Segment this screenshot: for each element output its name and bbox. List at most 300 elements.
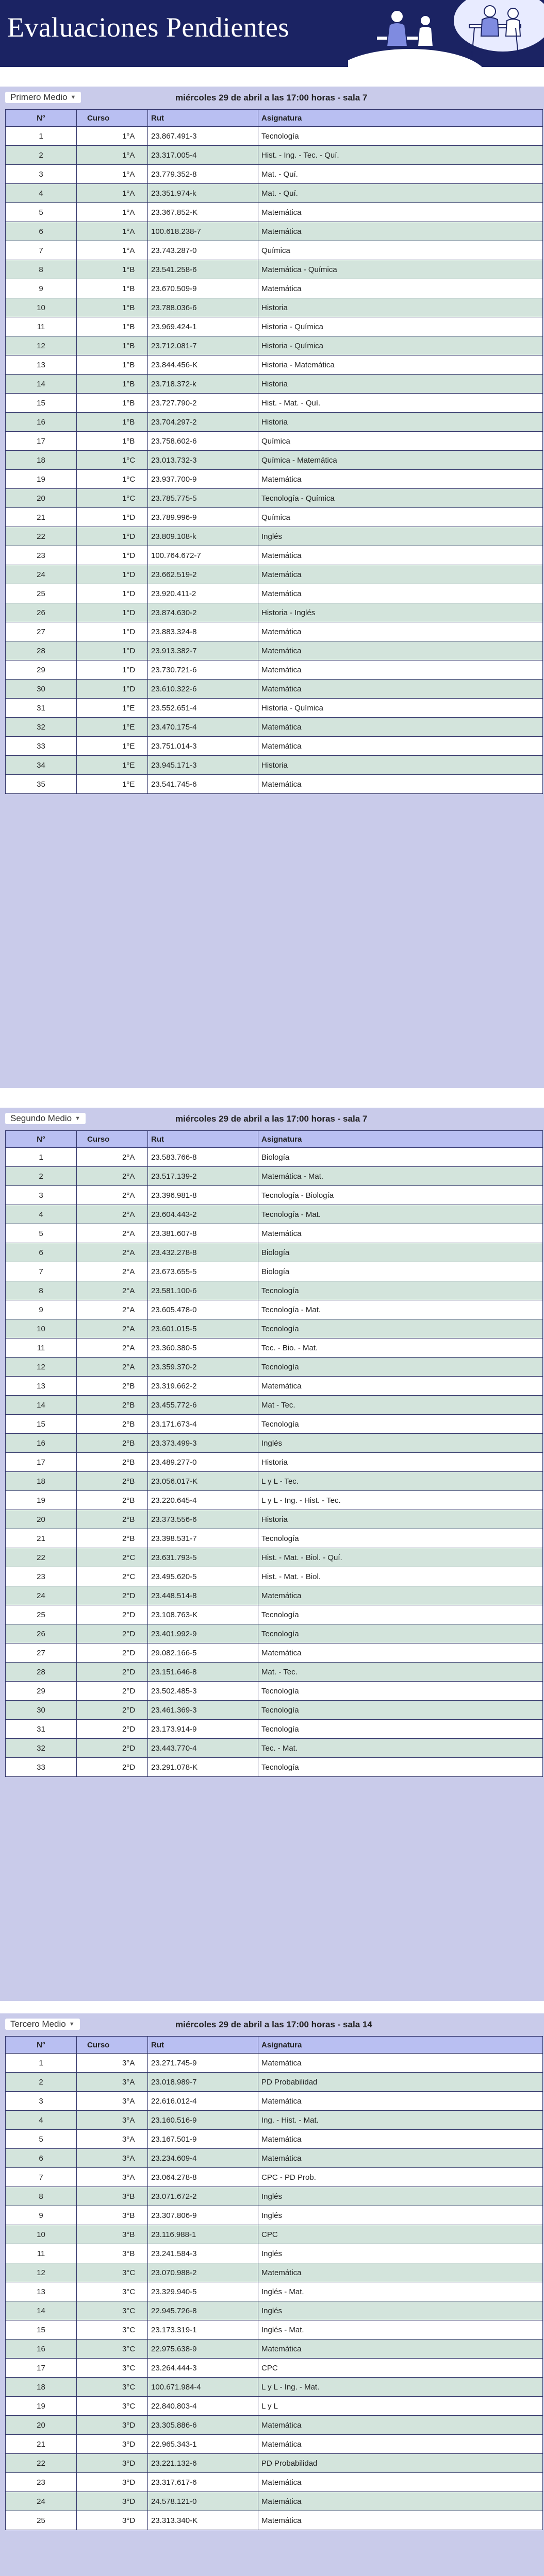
table-row <box>6 2359 543 2378</box>
course-cell: 3°A <box>77 2054 148 2073</box>
subject-cell: CPC <box>258 2225 543 2244</box>
subject-cell: Tecnología <box>258 1682 543 1701</box>
table-row <box>6 432 543 451</box>
rut-cell: 23.502.485-3 <box>148 1682 258 1701</box>
row-number: 4 <box>6 1205 77 1224</box>
row-number: 17 <box>6 2359 77 2378</box>
rut-cell: 23.367.852-K <box>148 203 258 222</box>
course-cell: 3°C <box>77 2301 148 2320</box>
course-cell: 1°B <box>77 298 148 317</box>
table-row <box>6 203 543 222</box>
course-cell: 2°B <box>77 1377 148 1396</box>
row-number: 21 <box>6 1529 77 1548</box>
table-row <box>6 279 543 298</box>
subject-cell: Tecnología <box>258 127 543 146</box>
rut-cell: 23.874.630-2 <box>148 603 258 622</box>
subject-cell: Matemática <box>258 470 543 489</box>
row-number: 13 <box>6 1377 77 1396</box>
table-row <box>6 2340 543 2359</box>
course-cell: 1°B <box>77 394 148 413</box>
row-number: 25 <box>6 2511 77 2530</box>
rut-cell: 23.461.369-3 <box>148 1701 258 1720</box>
row-number: 19 <box>6 2397 77 2416</box>
page-title: Evaluaciones Pendientes <box>7 12 289 43</box>
row-number: 22 <box>6 1548 77 1567</box>
course-cell: 1°D <box>77 603 148 622</box>
subject-cell: Tecnología <box>258 1624 543 1643</box>
rut-cell: 23.373.556-6 <box>148 1510 258 1529</box>
course-cell: 3°A <box>77 2149 148 2168</box>
table-row <box>6 470 543 489</box>
course-cell: 3°C <box>77 2282 148 2301</box>
course-cell: 3°D <box>77 2416 148 2435</box>
course-cell: 1°D <box>77 641 148 660</box>
row-number: 28 <box>6 1663 77 1682</box>
subject-cell: L y L - Ing. - Mat. <box>258 2378 543 2397</box>
row-number: 6 <box>6 222 77 241</box>
subject-cell: Matemática <box>258 2492 543 2511</box>
row-number: 20 <box>6 2416 77 2435</box>
rut-cell: 23.718.372-k <box>148 375 258 394</box>
table-row <box>6 2263 543 2282</box>
row-number: 23 <box>6 2473 77 2492</box>
rut-cell: 23.913.382-7 <box>148 641 258 660</box>
subject-cell: CPC <box>258 2359 543 2378</box>
table-row <box>6 375 543 394</box>
subject-cell: Hist. - Mat. - Biol. <box>258 1567 543 1586</box>
table-row <box>6 1415 543 1434</box>
rut-cell: 23.241.584-3 <box>148 2244 258 2263</box>
course-cell: 2°B <box>77 1529 148 1548</box>
rut-cell: 23.220.645-4 <box>148 1491 258 1510</box>
rut-cell: 23.171.673-4 <box>148 1415 258 1434</box>
course-cell: 3°D <box>77 2435 148 2454</box>
rut-cell: 23.167.501-9 <box>148 2130 258 2149</box>
section-tab-tercero-medio[interactable] <box>5 2019 80 2030</box>
row-number: 15 <box>6 2320 77 2340</box>
course-cell: 2°D <box>77 1701 148 1720</box>
course-cell: 2°A <box>77 1262 148 1281</box>
course-cell: 1°D <box>77 508 148 527</box>
table-row <box>6 2168 543 2187</box>
table-row <box>6 584 543 603</box>
course-cell: 1°D <box>77 527 148 546</box>
exam-date-title: miércoles 29 de abril a las 17:00 horas - sala 7 <box>175 93 368 103</box>
course-cell: 1°B <box>77 355 148 375</box>
rut-cell: 23.541.745-6 <box>148 775 258 794</box>
subject-cell: Hist. - Ing. - Tec. - Quí. <box>258 146 543 165</box>
rut-cell: 23.381.607-8 <box>148 1224 258 1243</box>
course-cell: 3°A <box>77 2130 148 2149</box>
table-row <box>6 336 543 355</box>
subject-cell: PD Probabilidad <box>258 2073 543 2092</box>
course-cell: 1°D <box>77 622 148 641</box>
subject-cell: Ing. - Hist. - Mat. <box>258 2111 543 2130</box>
subject-cell: Matemática - Química <box>258 260 543 279</box>
course-cell: 3°D <box>77 2511 148 2530</box>
row-number: 13 <box>6 2282 77 2301</box>
row-number: 11 <box>6 2244 77 2263</box>
rut-cell: 23.056.017-K <box>148 1472 258 1491</box>
table-row <box>6 1434 543 1453</box>
subject-cell: Tecnología <box>258 1415 543 1434</box>
subject-cell: Inglés <box>258 2244 543 2263</box>
course-cell: 1°A <box>77 146 148 165</box>
chevron-down-icon: ▼ <box>70 94 76 100</box>
course-cell: 1°E <box>77 775 148 794</box>
course-cell: 1°E <box>77 699 148 718</box>
row-number: 19 <box>6 1491 77 1510</box>
students-table <box>5 109 543 794</box>
row-number: 22 <box>6 2454 77 2473</box>
course-cell: 1°B <box>77 336 148 355</box>
chevron-down-icon: ▼ <box>69 2021 75 2027</box>
column-header-n: N° <box>6 110 77 127</box>
rut-cell: 23.351.974-k <box>148 184 258 203</box>
subject-cell: Matemática <box>258 1377 543 1396</box>
rut-cell: 23.670.509-9 <box>148 279 258 298</box>
table-row <box>6 2149 543 2168</box>
rut-cell: 23.234.609-4 <box>148 2149 258 2168</box>
table-row <box>6 2320 543 2340</box>
subject-cell: Tecnología - Biología <box>258 1186 543 1205</box>
table-row <box>6 222 543 241</box>
subject-cell: PD Probabilidad <box>258 2454 543 2473</box>
rut-cell: 23.151.646-8 <box>148 1663 258 1682</box>
table-row <box>6 603 543 622</box>
subject-cell: Matemática <box>258 660 543 680</box>
row-number: 32 <box>6 1739 77 1758</box>
rut-cell: 23.070.988-2 <box>148 2263 258 2282</box>
table-row <box>6 2397 543 2416</box>
page-header <box>0 0 544 67</box>
row-number: 23 <box>6 546 77 565</box>
subject-cell: Matemática <box>258 2130 543 2149</box>
subject-cell: Mat. - Quí. <box>258 165 543 184</box>
rut-cell: 22.616.012-4 <box>148 2092 258 2111</box>
table-row <box>6 146 543 165</box>
course-cell: 1°C <box>77 489 148 508</box>
course-cell: 2°A <box>77 1224 148 1243</box>
table-row <box>6 1720 543 1739</box>
section-segundo-medio <box>0 1108 544 2001</box>
rut-cell: 23.396.981-8 <box>148 1186 258 1205</box>
table-row <box>6 2225 543 2244</box>
row-number: 7 <box>6 2168 77 2187</box>
rut-cell: 23.108.763-K <box>148 1605 258 1624</box>
course-cell: 2°C <box>77 1567 148 1586</box>
rut-cell: 23.581.100-6 <box>148 1281 258 1300</box>
table-row <box>6 680 543 699</box>
row-number: 10 <box>6 2225 77 2244</box>
rut-cell: 23.221.132-6 <box>148 2454 258 2473</box>
subject-cell: Matemática - Mat. <box>258 1167 543 1186</box>
rut-cell: 22.975.638-9 <box>148 2340 258 2359</box>
course-cell: 1°A <box>77 241 148 260</box>
rut-cell: 23.779.352-8 <box>148 165 258 184</box>
subject-cell: Historia <box>258 298 543 317</box>
rut-cell: 23.610.322-6 <box>148 680 258 699</box>
table-row <box>6 756 543 775</box>
rut-cell: 23.969.424-1 <box>148 317 258 336</box>
row-number: 16 <box>6 413 77 432</box>
subject-cell: Matemática <box>258 1643 543 1663</box>
rut-cell: 23.785.775-5 <box>148 489 258 508</box>
row-number: 31 <box>6 699 77 718</box>
rut-cell: 23.443.770-4 <box>148 1739 258 1758</box>
rut-cell: 23.495.620-5 <box>148 1567 258 1586</box>
rut-cell: 23.789.996-9 <box>148 508 258 527</box>
table-row <box>6 1243 543 1262</box>
exam-date-title: miércoles 29 de abril a las 17:00 horas - sala 7 <box>175 1114 368 1124</box>
table-row <box>6 775 543 794</box>
course-cell: 2°B <box>77 1472 148 1491</box>
rut-cell: 23.631.793-5 <box>148 1548 258 1567</box>
table-row <box>6 165 543 184</box>
rut-cell: 23.271.745-9 <box>148 2054 258 2073</box>
tab-label: Segundo Medio <box>10 1113 72 1123</box>
row-number: 18 <box>6 1472 77 1491</box>
row-number: 2 <box>6 146 77 165</box>
row-number: 34 <box>6 756 77 775</box>
table-row <box>6 241 543 260</box>
table-row <box>6 355 543 375</box>
table-row <box>6 1262 543 1281</box>
table-row <box>6 260 543 279</box>
table-row <box>6 1663 543 1682</box>
course-cell: 3°B <box>77 2187 148 2206</box>
course-cell: 1°E <box>77 737 148 756</box>
table-row <box>6 1701 543 1720</box>
row-number: 16 <box>6 2340 77 2359</box>
subject-cell: Matemática <box>258 203 543 222</box>
table-row <box>6 1338 543 1358</box>
subject-cell: Tecnología <box>258 1529 543 1548</box>
subject-cell: Matemática <box>258 565 543 584</box>
table-row <box>6 2111 543 2130</box>
table-row <box>6 2187 543 2206</box>
course-cell: 2°A <box>77 1205 148 1224</box>
table-row <box>6 1224 543 1243</box>
table-row <box>6 2473 543 2492</box>
course-cell: 3°D <box>77 2492 148 2511</box>
subject-cell: Inglés <box>258 2187 543 2206</box>
subject-cell: Hist. - Mat. - Quí. <box>258 394 543 413</box>
rut-cell: 23.788.036-6 <box>148 298 258 317</box>
table-row <box>6 1396 543 1415</box>
row-number: 8 <box>6 260 77 279</box>
row-number: 14 <box>6 2301 77 2320</box>
table-row <box>6 2416 543 2435</box>
subject-cell: Mat. - Quí. <box>258 184 543 203</box>
row-number: 2 <box>6 2073 77 2092</box>
row-number: 33 <box>6 737 77 756</box>
course-cell: 2°A <box>77 1167 148 1186</box>
subject-cell: Tecnología <box>258 1319 543 1338</box>
table-row <box>6 2435 543 2454</box>
rut-cell: 23.307.806-9 <box>148 2206 258 2225</box>
rut-cell: 23.432.278-8 <box>148 1243 258 1262</box>
course-cell: 3°C <box>77 2340 148 2359</box>
table-row <box>6 2492 543 2511</box>
table-row <box>6 2244 543 2263</box>
subject-cell: Matemática <box>258 584 543 603</box>
row-number: 10 <box>6 1319 77 1338</box>
table-row <box>6 2073 543 2092</box>
course-cell: 2°A <box>77 1300 148 1319</box>
row-number: 29 <box>6 660 77 680</box>
course-cell: 3°A <box>77 2111 148 2130</box>
course-cell: 3°A <box>77 2073 148 2092</box>
tab-label: Tercero Medio <box>10 2019 66 2029</box>
rut-cell: 23.173.319-1 <box>148 2320 258 2340</box>
subject-cell: L y L - Tec. <box>258 1472 543 1491</box>
course-cell: 1°D <box>77 546 148 565</box>
students-illustration <box>348 0 544 67</box>
subject-cell: Tecnología - Química <box>258 489 543 508</box>
course-cell: 3°B <box>77 2244 148 2263</box>
subject-cell: Matemática <box>258 2054 543 2073</box>
row-number: 24 <box>6 565 77 584</box>
course-cell: 1°B <box>77 260 148 279</box>
rut-cell: 23.583.766-8 <box>148 1148 258 1167</box>
course-cell: 1°D <box>77 565 148 584</box>
subject-cell: Historia - Química <box>258 336 543 355</box>
row-number: 17 <box>6 1453 77 1472</box>
row-number: 7 <box>6 1262 77 1281</box>
course-cell: 1°C <box>77 470 148 489</box>
course-cell: 1°A <box>77 222 148 241</box>
rut-cell: 23.751.014-3 <box>148 737 258 756</box>
subject-cell: Inglés <box>258 2206 543 2225</box>
section-tab-segundo-medio[interactable] <box>5 1113 86 1124</box>
rut-cell: 23.013.732-3 <box>148 451 258 470</box>
subject-cell: Mat - Tec. <box>258 1396 543 1415</box>
section-tab-primero-medio[interactable] <box>5 92 81 103</box>
rut-cell: 23.360.380-5 <box>148 1338 258 1358</box>
row-number: 1 <box>6 2054 77 2073</box>
row-number: 18 <box>6 2378 77 2397</box>
row-number: 24 <box>6 2492 77 2511</box>
table-row <box>6 317 543 336</box>
table-row <box>6 508 543 527</box>
course-cell: 3°B <box>77 2206 148 2225</box>
column-header-curso: Curso <box>77 110 148 127</box>
table-row <box>6 1319 543 1338</box>
row-number: 9 <box>6 2206 77 2225</box>
rut-cell: 23.071.672-2 <box>148 2187 258 2206</box>
table-row <box>6 1643 543 1663</box>
rut-cell: 23.398.531-7 <box>148 1529 258 1548</box>
table-row <box>6 1491 543 1510</box>
row-number: 20 <box>6 1510 77 1529</box>
rut-cell: 100.764.672-7 <box>148 546 258 565</box>
subject-cell: Historia - Inglés <box>258 603 543 622</box>
subject-cell: Tecnología <box>258 1758 543 1777</box>
course-cell: 1°A <box>77 165 148 184</box>
rut-cell: 23.455.772-6 <box>148 1396 258 1415</box>
rut-cell: 23.883.324-8 <box>148 622 258 641</box>
course-cell: 2°B <box>77 1453 148 1472</box>
table-row <box>6 718 543 737</box>
subject-cell: Historia <box>258 413 543 432</box>
rut-cell: 23.313.340-K <box>148 2511 258 2530</box>
subject-cell: Inglés <box>258 2301 543 2320</box>
subject-cell: Matemática <box>258 1586 543 1605</box>
table-header-row <box>6 2037 543 2054</box>
course-cell: 2°D <box>77 1739 148 1758</box>
column-header-n: N° <box>6 1131 77 1148</box>
rut-cell: 23.264.444-3 <box>148 2359 258 2378</box>
subject-cell: Matemática <box>258 2473 543 2492</box>
column-header-rut: Rut <box>148 1131 258 1148</box>
row-number: 35 <box>6 775 77 794</box>
course-cell: 2°A <box>77 1281 148 1300</box>
subject-cell: Matemática <box>258 2092 543 2111</box>
subject-cell: Matemática <box>258 775 543 794</box>
table-row <box>6 1758 543 1777</box>
row-number: 17 <box>6 432 77 451</box>
rut-cell: 23.673.655-5 <box>148 1262 258 1281</box>
rut-cell: 23.329.940-5 <box>148 2282 258 2301</box>
rut-cell: 23.064.278-8 <box>148 2168 258 2187</box>
row-number: 21 <box>6 2435 77 2454</box>
table-row <box>6 527 543 546</box>
rut-cell: 23.317.005-4 <box>148 146 258 165</box>
subject-cell: Química - Matemática <box>258 451 543 470</box>
row-number: 1 <box>6 127 77 146</box>
rut-cell: 22.965.343-1 <box>148 2435 258 2454</box>
course-cell: 2°B <box>77 1491 148 1510</box>
course-cell: 3°C <box>77 2320 148 2340</box>
rut-cell: 23.920.411-2 <box>148 584 258 603</box>
row-number: 32 <box>6 718 77 737</box>
row-number: 26 <box>6 1624 77 1643</box>
rut-cell: 23.291.078-K <box>148 1758 258 1777</box>
course-cell: 1°E <box>77 756 148 775</box>
subject-cell: Matemática <box>258 2435 543 2454</box>
rut-cell: 23.604.443-2 <box>148 1205 258 1224</box>
row-number: 30 <box>6 1701 77 1720</box>
rut-cell: 23.844.456-K <box>148 355 258 375</box>
subject-cell: Química <box>258 432 543 451</box>
course-cell: 2°D <box>77 1663 148 1682</box>
subject-cell: Biología <box>258 1243 543 1262</box>
course-cell: 3°B <box>77 2225 148 2244</box>
table-row <box>6 546 543 565</box>
column-header-n: N° <box>6 2037 77 2054</box>
row-number: 14 <box>6 375 77 394</box>
row-number: 12 <box>6 2263 77 2282</box>
course-cell: 2°D <box>77 1586 148 1605</box>
row-number: 18 <box>6 451 77 470</box>
rut-cell: 23.173.914-9 <box>148 1720 258 1739</box>
course-cell: 2°A <box>77 1358 148 1377</box>
table-row <box>6 1377 543 1396</box>
table-row <box>6 622 543 641</box>
subject-cell: Tecnología <box>258 1701 543 1720</box>
table-row <box>6 489 543 508</box>
row-number: 26 <box>6 603 77 622</box>
rut-cell: 23.373.499-3 <box>148 1434 258 1453</box>
rut-cell: 23.489.277-0 <box>148 1453 258 1472</box>
course-cell: 1°B <box>77 317 148 336</box>
table-row <box>6 1682 543 1701</box>
subject-cell: Tecnología <box>258 1358 543 1377</box>
subject-cell: Química <box>258 241 543 260</box>
table-row <box>6 1739 543 1758</box>
course-cell: 2°D <box>77 1643 148 1663</box>
